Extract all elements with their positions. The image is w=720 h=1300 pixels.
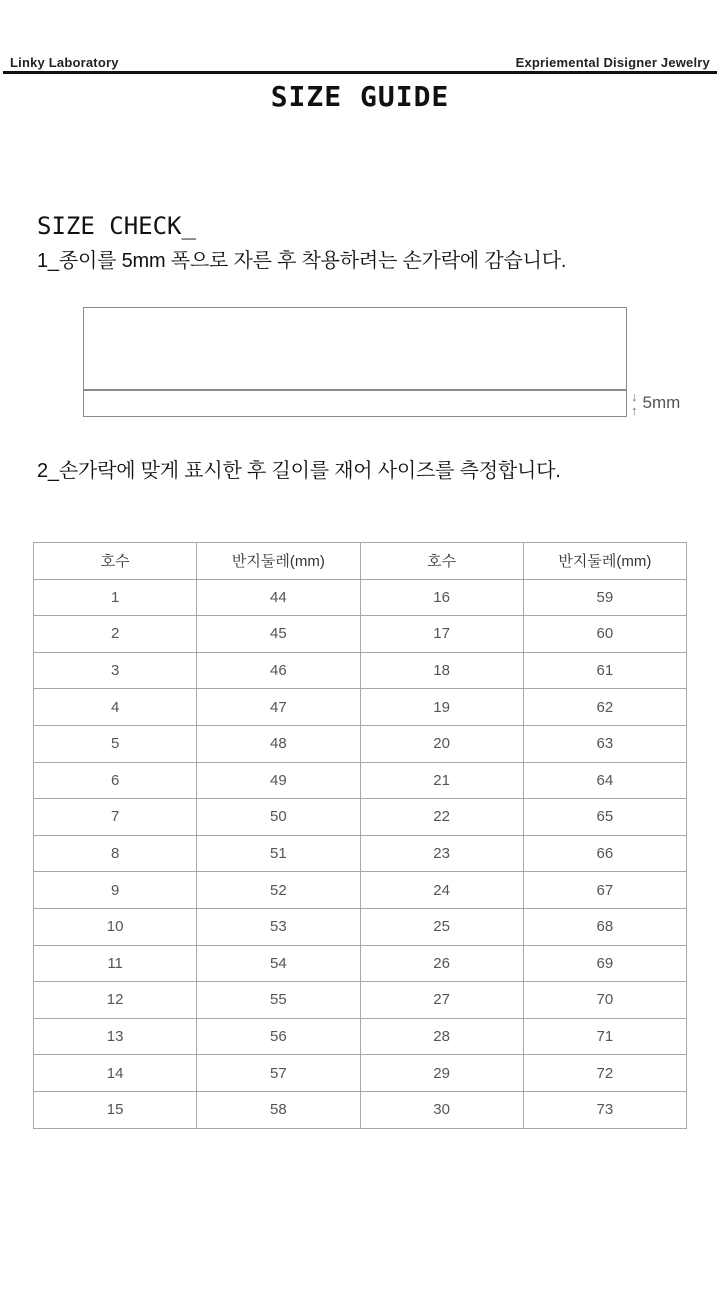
table-cell: 54 — [197, 945, 360, 982]
ring-size-table — [33, 542, 687, 1129]
table-cell: 1 — [34, 579, 197, 616]
table-cell: 52 — [197, 872, 360, 909]
table-cell: 57 — [197, 1055, 360, 1092]
table-cell: 53 — [197, 908, 360, 945]
table-cell: 66 — [523, 835, 686, 872]
table-cell: 56 — [197, 1018, 360, 1055]
table-cell: 14 — [34, 1055, 197, 1092]
table-row — [34, 616, 687, 653]
table-cell: 59 — [523, 579, 686, 616]
table-row — [34, 799, 687, 836]
table-cell: 25 — [360, 908, 523, 945]
table-cell: 58 — [197, 1091, 360, 1128]
table-cell: 21 — [360, 762, 523, 799]
table-cell: 64 — [523, 762, 686, 799]
table-row — [34, 835, 687, 872]
table-row — [34, 1091, 687, 1128]
table-cell: 29 — [360, 1055, 523, 1092]
table-cell: 26 — [360, 945, 523, 982]
table-row — [34, 1018, 687, 1055]
table-cell: 63 — [523, 725, 686, 762]
brand-name: Linky Laboratory — [10, 55, 119, 70]
brand-tagline: Expriemental Disigner Jewelry — [515, 55, 710, 70]
table-cell: 24 — [360, 872, 523, 909]
table-cell: 70 — [523, 982, 686, 1019]
table-row — [34, 982, 687, 1019]
table-cell: 62 — [523, 689, 686, 726]
table-cell: 8 — [34, 835, 197, 872]
arrow-down-icon: ↓ — [631, 388, 638, 404]
table-cell: 19 — [360, 689, 523, 726]
table-cell: 10 — [34, 908, 197, 945]
table-cell: 9 — [34, 872, 197, 909]
table-cell: 49 — [197, 762, 360, 799]
paper-strip-diagram — [83, 307, 627, 417]
table-header-row — [34, 543, 687, 580]
strip-width-measure — [631, 387, 680, 419]
table-cell: 4 — [34, 689, 197, 726]
table-cell: 46 — [197, 652, 360, 689]
table-cell: 23 — [360, 835, 523, 872]
table-cell: 72 — [523, 1055, 686, 1092]
table-cell: 65 — [523, 799, 686, 836]
table-cell: 69 — [523, 945, 686, 982]
table-cell: 68 — [523, 908, 686, 945]
table-row — [34, 908, 687, 945]
table-cell: 51 — [197, 835, 360, 872]
table-cell: 73 — [523, 1091, 686, 1128]
table-cell: 6 — [34, 762, 197, 799]
table-cell: 50 — [197, 799, 360, 836]
table-cell: 55 — [197, 982, 360, 1019]
table-cell: 13 — [34, 1018, 197, 1055]
column-header-size-2: 호수 — [360, 543, 523, 580]
table-cell: 16 — [360, 579, 523, 616]
table-cell: 11 — [34, 945, 197, 982]
step-1-instruction: 1_종이를 5mm 폭으로 자른 후 착용하려는 손가락에 감습니다. — [37, 250, 567, 272]
table-cell: 67 — [523, 872, 686, 909]
table-cell: 2 — [34, 616, 197, 653]
table-cell: 5 — [34, 725, 197, 762]
table-row — [34, 725, 687, 762]
table-cell: 15 — [34, 1091, 197, 1128]
arrow-up-icon: ↑ — [631, 402, 638, 418]
table-cell: 27 — [360, 982, 523, 1019]
table-row — [34, 579, 687, 616]
table-cell: 44 — [197, 579, 360, 616]
table-row — [34, 689, 687, 726]
table-cell: 71 — [523, 1018, 686, 1055]
table-cell: 12 — [34, 982, 197, 1019]
column-header-size-1: 호수 — [34, 543, 197, 580]
size-check-heading: SIZE CHECK_ — [37, 212, 196, 240]
table-cell: 18 — [360, 652, 523, 689]
header-rule — [3, 71, 717, 74]
table-cell: 47 — [197, 689, 360, 726]
table-cell: 22 — [360, 799, 523, 836]
table-row — [34, 1055, 687, 1092]
paper-strip — [84, 389, 626, 416]
table-row — [34, 762, 687, 799]
table-cell: 61 — [523, 652, 686, 689]
page-title: SIZE GUIDE — [270, 80, 450, 113]
column-header-circumference-2: 반지둘레(mm) — [523, 543, 686, 580]
table-cell: 17 — [360, 616, 523, 653]
table-cell: 20 — [360, 725, 523, 762]
table-cell: 3 — [34, 652, 197, 689]
table-cell: 30 — [360, 1091, 523, 1128]
strip-width-label: 5mm — [642, 393, 681, 412]
table-row — [34, 872, 687, 909]
table-cell: 60 — [523, 616, 686, 653]
table-cell: 48 — [197, 725, 360, 762]
column-header-circumference-1: 반지둘레(mm) — [197, 543, 360, 580]
table-row — [34, 945, 687, 982]
table-cell: 7 — [34, 799, 197, 836]
table-row — [34, 652, 687, 689]
measure-arrows — [631, 390, 638, 417]
table-cell: 28 — [360, 1018, 523, 1055]
table-cell: 45 — [197, 616, 360, 653]
step-2-instruction: 2_손가락에 맞게 표시한 후 길이를 재어 사이즈를 측정합니다. — [37, 460, 561, 482]
